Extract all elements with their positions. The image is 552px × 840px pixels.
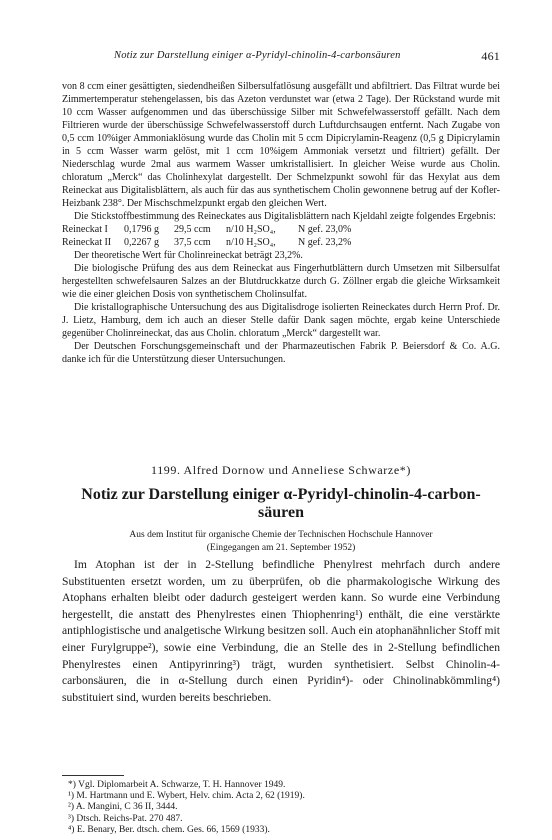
footnote: ²) A. Mangini, C 36 II, 3444. <box>68 802 178 813</box>
article-body <box>62 557 500 706</box>
nitrogen-results-table <box>62 223 500 249</box>
footnote: ⁴) E. Benary, Ber. dtsch. chem. Ges. 66, 1569 (1933). <box>68 824 270 835</box>
small-paragraph: von 8 ccm einer gesättigten, siedendheißen Silbersulfatlösung ausgefällt und abfiltriert. Das Filtrat wurde bei Zimmertemperatur stehengelassen, bis das Azeton verdunstet war (etwa 2 Tage). Der Rückstand wurde mit 10 ccm Wasser aufgenommen und das überschüssige Silber mit Schwefelwasserstoff gefällt. Nach dem Filtrieren wurde der überschüssige Schwefelwasserstoff durch Luftdurchsaugen entfernt. Nach Zugabe von 0,5 ccm 10%iger Ammoniaklösung wurde das Cholin mit 5 ccm Dipicrylamin-Reagenz (0,5 g Dipicrylamin in 5 ccm Wasser warm gelöst, mit 1 ccm 10%igem Ammoniak versetzt und filtriert) gefällt. Der Niederschlag wurde 2mal aus warmem Wasser umkristallisiert. In gleicher Weise wurde aus Cholin. chloratum „Merck“ das Cholinhexylat dargestellt. Der Schmelzpunkt sowohl für das Hexylat aus dem Reineckat aus Digitalisblättern, als auch für das aus synthetischem Cholin gewonnene betrug auf der Kofler-Heizbank 238°. Der Mischschmelzpunkt ergab den gleichen Wert. <box>62 81 500 209</box>
footnote: *) Vgl. Diplomarbeit A. Schwarze, T. H. Hannover 1949. <box>68 780 286 790</box>
running-head-title: Notiz zur Darstellung einiger α-Pyridyl-chinolin-4-carbonsäuren <box>114 50 401 61</box>
article-title-line: säuren <box>258 504 304 521</box>
titration-reagent: n/10 H₂SO₄, <box>226 237 276 248</box>
result-row <box>62 236 500 249</box>
previous-article-tail <box>62 80 500 366</box>
footnotes <box>62 780 500 836</box>
sample-mass: 0,2267 g <box>124 237 159 248</box>
small-paragraph: Die biologische Prüfung des aus dem Reineckat aus Fingerhutblättern durch Umsetzen mit Silbersulfat hergestellten schwefelsauren Salzes an der Blutdruckkatze durch G. Zöllner ergab die gleiche Wirksamkeit wie die einer gleichen Dosis von synthetischem Cholinsulfat. <box>62 263 500 300</box>
titration-volume: 37,5 ccm <box>174 237 211 248</box>
titration-volume: 29,5 ccm <box>174 224 211 235</box>
small-paragraph: Der Deutschen Forschungsgemeinschaft und der Pharmazeutischen Fabrik P. Beiersdorf & Co. A.G. danke ich für die Unterstützung dieser Untersuchungen. <box>62 341 500 365</box>
footnote-rule <box>62 775 124 776</box>
small-paragraph: Die kristallographische Untersuchung des aus Digitalisdroge isolierten Reineckates durch Herrn Prof. Dr. J. Lietz, Hamburg, dem ich auch an dieser Stelle dafür Dank sagen möchte, ergab keine Unterschiede gegenüber Cholinreineckat, das aus Cholin. chloratum „Merck“ dargestellt war. <box>62 302 500 339</box>
received-date: (Eingegangen am 21. September 1952) <box>206 543 356 553</box>
article-header <box>62 463 500 553</box>
footnote: ¹) M. Hartmann und E. Wybert, Helv. chim. Acta 2, 62 (1919). <box>68 791 305 802</box>
article-title-line: Notiz zur Darstellung einiger α-Pyridyl-chinolin-4-carbon- <box>81 486 481 503</box>
sample-label: Reineckat II <box>62 237 112 248</box>
result-row <box>62 223 500 236</box>
footnote: ³) Dtsch. Reichs-Pat. 270 487. <box>68 813 183 824</box>
small-paragraph: Die Stickstoffbestimmung des Reineckates aus Digitalisblättern nach Kjeldahl zeigte folgendes Ergebnis: <box>74 211 496 222</box>
sample-mass: 0,1796 g <box>124 224 159 235</box>
article-title <box>62 486 500 522</box>
body-paragraph: Im Atophan ist der in 2-Stellung befindliche Phenylrest mehrfach durch andere Substituenten ersetzt worden, um zu überprüfen, ob die pharmakologische Wirkung des Atophans erhalten bleibt oder dadurch gesteigert werden kann. So wurde eine Verbindung hergestellt, die anstatt des Phenylrestes einen Thiophenring¹) enthält, die eine verstärkte antiphlogistische und analgetische Wirkung besitzen soll. Auch ein atophanähnlicher Stoff mit einer Furylgruppe²), sowie eine Verbindung, die an Stelle des in 2-Stellung befindlichen Phenylrestes einen Antipyrinring³) trägt, wurden synthetisiert. Selbst Chinolin-4-carbonsäuren, die in α-Stellung durch einen Pyridin⁴)- oder Chinolinabkömmling⁴) substituiert sind, wurden bereits beschrieben. <box>62 558 500 704</box>
sample-label: Reineckat I <box>62 224 108 235</box>
article-number-authors: 1199. Alfred Dornow und Anneliese Schwarze*) <box>151 463 411 477</box>
page-number: 461 <box>481 49 500 63</box>
titration-reagent: n/10 H₂SO₄, <box>226 224 276 235</box>
nitrogen-found: N gef. 23,0% <box>298 224 352 235</box>
institute-line: Aus dem Institut für organische Chemie der Technischen Hochschule Hannover <box>129 530 433 540</box>
nitrogen-found: N gef. 23,2% <box>298 237 352 248</box>
small-paragraph: Der theoretische Wert für Cholinreineckat beträgt 23,2%. <box>74 250 303 261</box>
